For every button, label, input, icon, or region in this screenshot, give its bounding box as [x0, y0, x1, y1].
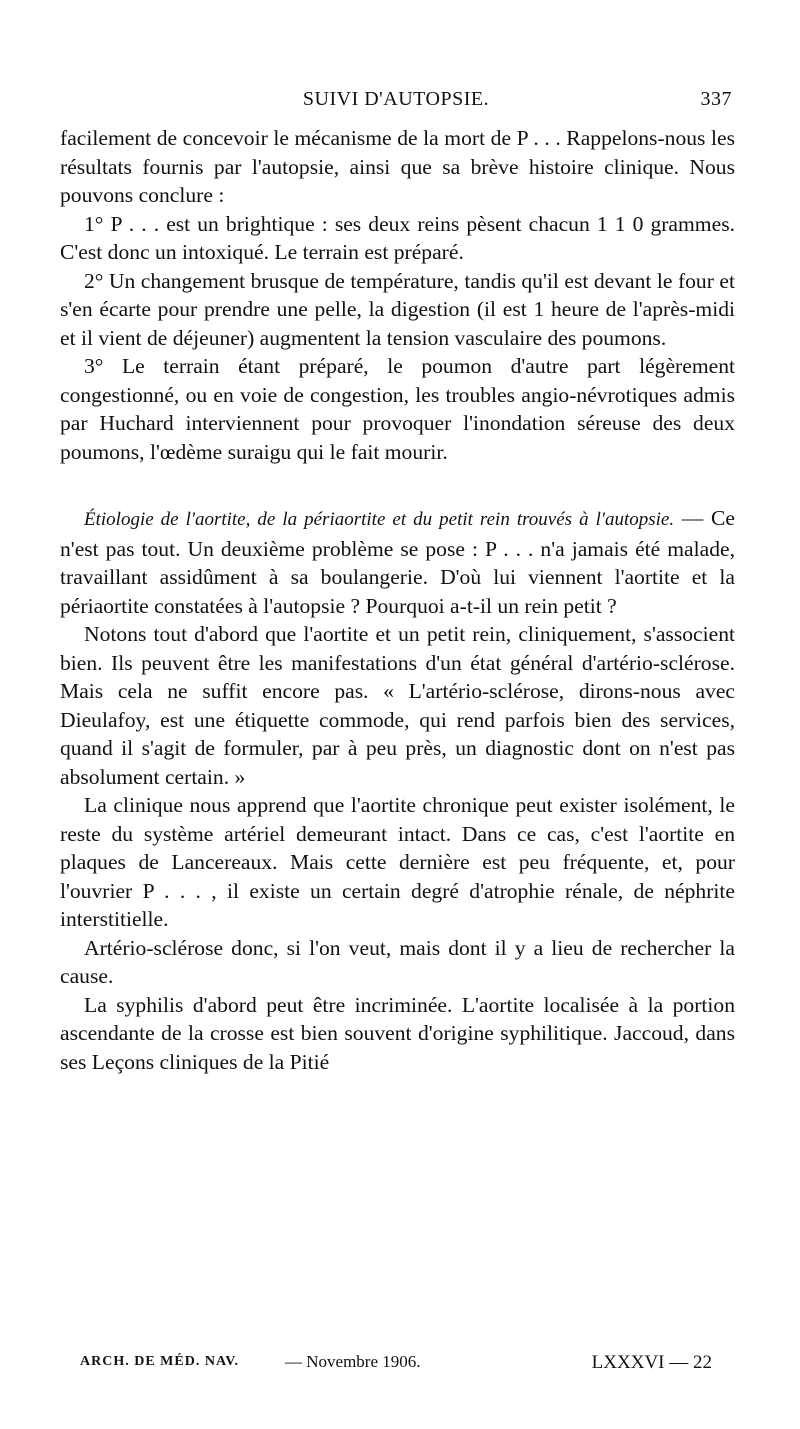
- paragraph-2: 1° P . . . est un brightique : ses deux reins pèsent chacun 1 1 0 grammes. C'est donc un intoxiqué. Le terrain est préparé.: [60, 211, 735, 264]
- paragraph-5-text: — Ce n'est pas tout. Un deuxième problème se pose : P . . . n'a jamais été malade, travaillant assidûment à sa boulangerie. D'où lui viennent l'aortite et la périaortite constatées à l'autopsie ? Pourquoi a-t-il un rein petit ?: [60, 506, 735, 618]
- page-number: 337: [700, 88, 732, 110]
- paragraph-4: 3° Le terrain étant préparé, le poumon d'autre part légèrement congestionné, ou en voie de congestion, les troubles angio-névrotiques admis par Huchard interviennent pour provoquer l'inondation séreuse des deux poumons, l'œdème suraigu qui le fait mourir.: [60, 354, 735, 464]
- footer-volume: LXXXVI — 22: [591, 1352, 712, 1373]
- paragraph-1: facilement de concevoir le mécanisme de la mort de P . . . Rappelons-nous les résultats fournis par l'autopsie, ainsi que sa brève histoire clinique. Nous pouvons conclure :: [60, 126, 735, 207]
- footer-journal: ARCH. DE MÉD. NAV.: [80, 1354, 240, 1369]
- body-text: [60, 124, 735, 1076]
- footer-date: — Novembre 1906.: [285, 1352, 421, 1371]
- paragraph-8: Artério-sclérose donc, si l'on veut, mais dont il y a lieu de rechercher la cause.: [60, 935, 735, 988]
- paragraph-6: Notons tout d'abord que l'aortite et un petit rein, cliniquement, s'associent bien. Ils peuvent être les manifestations d'un état général d'artério-sclérose. Mais cela ne suffit encore pas. « L'artério-sclérose, dirons-nous avec Dieulafoy, est une étiquette commode, qui rend parfois bien des services, quand il s'agit de formuler, par à peu près, un diagnostic dont on n'est pas absolument certain. »: [60, 622, 735, 789]
- paragraph-9: La syphilis d'abord peut être incriminée. L'aortite localisée à la portion ascendante de la crosse est bien souvent d'origine syphilitique. Jaccoud, dans ses Leçons cliniques de la Pitié: [60, 992, 735, 1074]
- paragraph-3: 2° Un changement brusque de température, tandis qu'il est devant le four et s'en écarte pour prendre une pelle, la digestion (il est 1 heure de l'après-midi et il vient de déjeuner) augmentent la tension vasculaire des poumons.: [60, 268, 735, 350]
- paragraph-7: La clinique nous apprend que l'aortite chronique peut exister isolément, le reste du système artériel demeurant intact. Dans ce cas, c'est l'aortite en plaques de Lancereaux. Mais cette dernière est peu fréquente, et, pour l'ouvrier P . . . , il existe un certain degré d'atrophie rénale, de néphrite interstitielle.: [60, 793, 735, 931]
- paragraph-5: [60, 504, 735, 620]
- running-title: SUIVI D'AUTOPSIE.: [302, 88, 490, 110]
- page-footer: [80, 1352, 712, 1382]
- section-heading: Étiologie de l'aortite, de la périaortite et du petit rein trouvés à l'autopsie.: [84, 509, 675, 530]
- running-header: [60, 88, 732, 118]
